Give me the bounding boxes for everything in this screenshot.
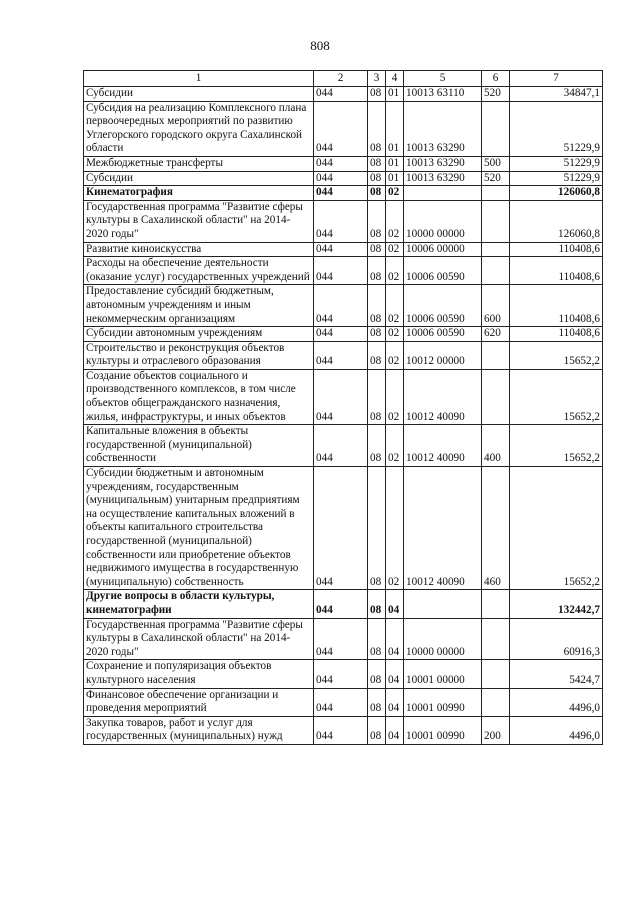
expense-type-cell: 200 bbox=[482, 716, 510, 744]
amount-cell: 60916,3 bbox=[510, 618, 603, 660]
admin-code-cell: 044 bbox=[314, 590, 368, 618]
section-code-cell: 08 bbox=[368, 618, 386, 660]
admin-code-cell: 044 bbox=[314, 171, 368, 186]
subsection-code-cell: 01 bbox=[386, 156, 404, 171]
expense-type-cell: 400 bbox=[482, 425, 510, 467]
table-row bbox=[84, 688, 603, 716]
expense-name-cell: Сохранение и популяризация объектов культурного населения bbox=[84, 660, 314, 688]
expense-name-cell: Расходы на обеспечение деятельности (оказание услуг) государственных учреждений bbox=[84, 257, 314, 285]
section-code-cell: 08 bbox=[368, 688, 386, 716]
admin-code-cell: 044 bbox=[314, 369, 368, 424]
table-row bbox=[84, 590, 603, 618]
target-article-cell: 10013 63290 bbox=[404, 101, 482, 156]
expense-type-cell: 520 bbox=[482, 171, 510, 186]
expense-type-cell bbox=[482, 186, 510, 201]
target-article-cell: 10006 00000 bbox=[404, 242, 482, 257]
admin-code-cell: 044 bbox=[314, 156, 368, 171]
table-header-row bbox=[84, 71, 603, 87]
expense-name-cell: Закупка товаров, работ и услуг для государственных (муниципальных) нужд bbox=[84, 716, 314, 744]
subsection-code-cell: 02 bbox=[386, 327, 404, 342]
section-code-cell: 08 bbox=[368, 369, 386, 424]
target-article-cell: 10013 63110 bbox=[404, 87, 482, 102]
target-article-cell: 10006 00590 bbox=[404, 285, 482, 327]
section-code-cell: 08 bbox=[368, 660, 386, 688]
table-row bbox=[84, 467, 603, 590]
amount-cell: 110408,6 bbox=[510, 257, 603, 285]
page-number: 808 bbox=[310, 38, 330, 53]
amount-cell: 51229,9 bbox=[510, 171, 603, 186]
admin-code-cell: 044 bbox=[314, 101, 368, 156]
section-code-cell: 08 bbox=[368, 467, 386, 590]
amount-cell: 15652,2 bbox=[510, 425, 603, 467]
amount-cell: 15652,2 bbox=[510, 341, 603, 369]
table-row bbox=[84, 327, 603, 342]
section-code-cell: 08 bbox=[368, 257, 386, 285]
admin-code-cell: 044 bbox=[314, 688, 368, 716]
section-code-cell: 08 bbox=[368, 341, 386, 369]
amount-cell: 126060,8 bbox=[510, 200, 603, 242]
subsection-code-cell: 01 bbox=[386, 87, 404, 102]
admin-code-cell: 044 bbox=[314, 242, 368, 257]
subsection-code-cell: 02 bbox=[386, 285, 404, 327]
target-article-cell: 10006 00590 bbox=[404, 257, 482, 285]
amount-cell: 15652,2 bbox=[510, 369, 603, 424]
expense-name-cell: Предоставление субсидий бюджетным, автономным учреждениям и иным некоммерческим организациям bbox=[84, 285, 314, 327]
admin-code-cell: 044 bbox=[314, 425, 368, 467]
expense-name-cell: Субсидии автономным учреждениям bbox=[84, 327, 314, 342]
amount-cell: 132442,7 bbox=[510, 590, 603, 618]
amount-cell: 4496,0 bbox=[510, 716, 603, 744]
subsection-code-cell: 04 bbox=[386, 716, 404, 744]
subsection-code-cell: 02 bbox=[386, 242, 404, 257]
admin-code-cell: 044 bbox=[314, 257, 368, 285]
admin-code-cell: 044 bbox=[314, 341, 368, 369]
subsection-code-cell: 01 bbox=[386, 171, 404, 186]
expense-type-cell: 620 bbox=[482, 327, 510, 342]
table-row bbox=[84, 200, 603, 242]
amount-cell: 51229,9 bbox=[510, 156, 603, 171]
target-article-cell: 10006 00590 bbox=[404, 327, 482, 342]
table-row bbox=[84, 369, 603, 424]
admin-code-cell: 044 bbox=[314, 285, 368, 327]
expense-type-cell: 460 bbox=[482, 467, 510, 590]
expense-name-cell: Кинематография bbox=[84, 186, 314, 201]
target-article-cell bbox=[404, 590, 482, 618]
table-row bbox=[84, 257, 603, 285]
section-code-cell: 08 bbox=[368, 101, 386, 156]
expense-name-cell: Финансовое обеспечение организации и проведения мероприятий bbox=[84, 688, 314, 716]
subsection-code-cell: 04 bbox=[386, 660, 404, 688]
section-code-cell: 08 bbox=[368, 171, 386, 186]
section-code-cell: 08 bbox=[368, 87, 386, 102]
table-row bbox=[84, 341, 603, 369]
expense-type-cell bbox=[482, 101, 510, 156]
expense-name-cell: Субсидия на реализацию Комплексного плана первоочередных мероприятий по развитию Углегорского городского округа Сахалинской области bbox=[84, 101, 314, 156]
subsection-code-cell: 04 bbox=[386, 590, 404, 618]
table-row bbox=[84, 660, 603, 688]
table-row bbox=[84, 285, 603, 327]
section-code-cell: 08 bbox=[368, 156, 386, 171]
table-row bbox=[84, 186, 603, 201]
target-article-cell: 10013 63290 bbox=[404, 156, 482, 171]
section-code-cell: 08 bbox=[368, 242, 386, 257]
table-row bbox=[84, 171, 603, 186]
table-row bbox=[84, 242, 603, 257]
expense-type-cell bbox=[482, 200, 510, 242]
target-article-cell: 10001 00990 bbox=[404, 716, 482, 744]
expense-type-cell bbox=[482, 369, 510, 424]
subsection-code-cell: 02 bbox=[386, 425, 404, 467]
budget-table bbox=[83, 70, 603, 745]
subsection-code-cell: 01 bbox=[386, 101, 404, 156]
section-code-cell: 08 bbox=[368, 425, 386, 467]
subsection-code-cell: 04 bbox=[386, 618, 404, 660]
section-code-cell: 08 bbox=[368, 200, 386, 242]
table-row bbox=[84, 716, 603, 744]
expense-type-cell: 600 bbox=[482, 285, 510, 327]
section-code-cell: 08 bbox=[368, 285, 386, 327]
target-article-cell: 10012 40090 bbox=[404, 425, 482, 467]
target-article-cell: 10012 00000 bbox=[404, 341, 482, 369]
subsection-code-cell: 02 bbox=[386, 257, 404, 285]
expense-name-cell: Создание объектов социального и производственного комплексов, в том числе объектов общегражданского назначения, жилья, инфраструктуры, и иных объектов bbox=[84, 369, 314, 424]
subsection-code-cell: 02 bbox=[386, 200, 404, 242]
subsection-code-cell: 04 bbox=[386, 688, 404, 716]
admin-code-cell: 044 bbox=[314, 716, 368, 744]
table-row bbox=[84, 87, 603, 102]
target-article-cell: 10013 63290 bbox=[404, 171, 482, 186]
expense-name-cell: Государственная программа "Развитие сферы культуры в Сахалинской области" на 2014-2020 годы" bbox=[84, 200, 314, 242]
target-article-cell: 10000 00000 bbox=[404, 618, 482, 660]
header-cell: 7 bbox=[510, 71, 603, 87]
expense-name-cell: Субсидии bbox=[84, 171, 314, 186]
section-code-cell: 08 bbox=[368, 590, 386, 618]
target-article-cell: 10001 00000 bbox=[404, 660, 482, 688]
section-code-cell: 08 bbox=[368, 716, 386, 744]
header-cell: 3 bbox=[368, 71, 386, 87]
amount-cell: 34847,1 bbox=[510, 87, 603, 102]
header-cell: 1 bbox=[84, 71, 314, 87]
section-code-cell: 08 bbox=[368, 327, 386, 342]
table-row bbox=[84, 156, 603, 171]
admin-code-cell: 044 bbox=[314, 200, 368, 242]
header-cell: 5 bbox=[404, 71, 482, 87]
amount-cell: 5424,7 bbox=[510, 660, 603, 688]
expense-type-cell: 520 bbox=[482, 87, 510, 102]
amount-cell: 110408,6 bbox=[510, 327, 603, 342]
expense-name-cell: Строительство и реконструкция объектов культуры и отраслевого образования bbox=[84, 341, 314, 369]
admin-code-cell: 044 bbox=[314, 618, 368, 660]
expense-name-cell: Развитие киноискусства bbox=[84, 242, 314, 257]
subsection-code-cell: 02 bbox=[386, 186, 404, 201]
target-article-cell: 10000 00000 bbox=[404, 200, 482, 242]
expense-type-cell bbox=[482, 618, 510, 660]
expense-name-cell: Капитальные вложения в объекты государственной (муниципальной) собственности bbox=[84, 425, 314, 467]
admin-code-cell: 044 bbox=[314, 467, 368, 590]
expense-name-cell: Другие вопросы в области культуры, кинематографии bbox=[84, 590, 314, 618]
table-row bbox=[84, 425, 603, 467]
table-row bbox=[84, 618, 603, 660]
expense-name-cell: Государственная программа "Развитие сферы культуры в Сахалинской области" на 2014-2020 годы" bbox=[84, 618, 314, 660]
expense-type-cell bbox=[482, 242, 510, 257]
header-cell: 4 bbox=[386, 71, 404, 87]
subsection-code-cell: 02 bbox=[386, 467, 404, 590]
amount-cell: 15652,2 bbox=[510, 467, 603, 590]
target-article-cell: 10012 40090 bbox=[404, 369, 482, 424]
expense-type-cell bbox=[482, 590, 510, 618]
subsection-code-cell: 02 bbox=[386, 341, 404, 369]
admin-code-cell: 044 bbox=[314, 186, 368, 201]
section-code-cell: 08 bbox=[368, 186, 386, 201]
table-row bbox=[84, 101, 603, 156]
target-article-cell bbox=[404, 186, 482, 201]
expense-type-cell bbox=[482, 257, 510, 285]
expense-name-cell: Субсидии bbox=[84, 87, 314, 102]
target-article-cell: 10012 40090 bbox=[404, 467, 482, 590]
expense-type-cell bbox=[482, 660, 510, 688]
header-cell: 2 bbox=[314, 71, 368, 87]
amount-cell: 51229,9 bbox=[510, 101, 603, 156]
target-article-cell: 10001 00990 bbox=[404, 688, 482, 716]
admin-code-cell: 044 bbox=[314, 87, 368, 102]
expense-type-cell: 500 bbox=[482, 156, 510, 171]
amount-cell: 126060,8 bbox=[510, 186, 603, 201]
expense-name-cell: Субсидии бюджетным и автономным учреждениям, государственным (муниципальным) унитарным предприятиям на осуществление капитальных вложений в объекты капитального строительства государственной (муниципальной) собственности или приобретение объектов недвижимого имущества в государственную (муниципальную) собственность bbox=[84, 467, 314, 590]
expense-type-cell bbox=[482, 341, 510, 369]
expense-type-cell bbox=[482, 688, 510, 716]
admin-code-cell: 044 bbox=[314, 327, 368, 342]
expense-name-cell: Межбюджетные трансферты bbox=[84, 156, 314, 171]
admin-code-cell: 044 bbox=[314, 660, 368, 688]
header-cell: 6 bbox=[482, 71, 510, 87]
subsection-code-cell: 02 bbox=[386, 369, 404, 424]
amount-cell: 110408,6 bbox=[510, 285, 603, 327]
amount-cell: 110408,6 bbox=[510, 242, 603, 257]
amount-cell: 4496,0 bbox=[510, 688, 603, 716]
